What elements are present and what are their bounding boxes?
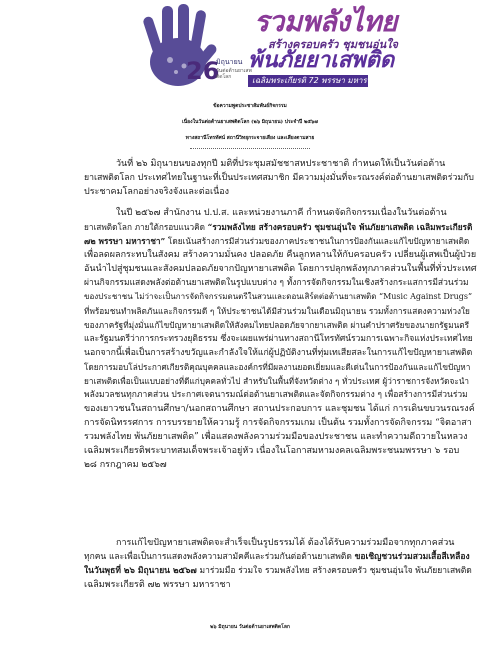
document-title: ข้อความพูดประชาสัมพันธ์กิจกรรม bbox=[213, 103, 287, 109]
paragraph-line: วันที่ ๒๖ มิถุนายนของทุกปี มติที่ประชุมสมัชชาสหประชาชาติ กำหนดให้เป็นวันต่อต้าน bbox=[116, 159, 446, 169]
badge-day: มิถุนายน bbox=[216, 58, 243, 66]
document-channels: ทางสถานีโทรทัศน์ สถานีวิทยุกระจายเสียง และเสียงตามสาย bbox=[185, 135, 315, 141]
paragraph-line: ที่พร้อมชนทำพลิตภันและกิจกรรมดี ๆ ให้ประชาชนได้มีส่วนร่วมในเดือนมิถุนายน รวมทั้งการแสดงความห่วงใย bbox=[84, 306, 470, 316]
banner-title: รวมพลังไทย bbox=[254, 5, 397, 38]
paragraph-line bbox=[84, 565, 472, 577]
paragraph-line: ของประชาชน ไม่ว่าจะเป็นการจัดกิจกรรมดนตรีในสวนและดอนเสิร์ตต่อต้านยาเสพติด “Music Against Drugs” bbox=[84, 292, 473, 301]
paragraph-line: ของเยาวชนในสถานศึกษา/นอกสถานศึกษา สถานประกอบการ และชุมชน ได้แก่ การเดินขบวนรณรงค์ bbox=[84, 404, 475, 414]
closing-line: ๒๖ มิถุนายน วันต่อต้านยาเสพติดโลก bbox=[210, 624, 290, 630]
text-span: ทุกคน และเพื่อเป็นการแสดงพลังความสามัคคีและร่วมกันต่อต้านยาเสพติด bbox=[84, 552, 355, 562]
paragraph-line: อันนำไปสู่ชุมชนและสังคมปลอดภัยจากปัญหายาเสพติด โดยการปลุกพลังทุกภาคส่วนในพื้นที่ทั่วประเทศ bbox=[84, 264, 477, 274]
banner-title-secondary: พ้นภัยยาเสพติด bbox=[248, 48, 395, 73]
paragraph-line: ยาเสพติดเพื่อเป็นแบบอย่างที่ดีแก่บุคคลทั่วไป สำหรับในพื้นที่จังหวัดต่าง ๆ ทั่วประเทศ ผู้ว่าราชการจังหวัดจะนำ bbox=[84, 376, 470, 386]
paragraph-line: ยาเสพติดโลก ประเทศไทยในฐานะที่เป็นประเทศสมาชิก มีความมุ่งมั่นที่จะรณรงค์ต่อต้านยาเสพติดร่วมกับ bbox=[84, 173, 474, 183]
paragraph-line: การจัดนิทรรศการ การบรรยายให้ความรู้ การจัดกิจกรรมเกม เป็นต้น รวมทั้งการจัดกิจกรรม “จิตอาสา bbox=[84, 418, 472, 428]
paragraph-line: เฉลิมพระเกียรติ ๗๒ พรรษา มหาราชา bbox=[84, 580, 231, 590]
paragraph-line bbox=[84, 221, 472, 233]
paragraph-line: ประชาคมโลกอย่างจริงจังและต่อเนื่อง bbox=[84, 187, 230, 197]
badge-subtitle: วันต่อต้านยาเสพติดโลก bbox=[216, 68, 252, 80]
paragraph-line: เพื่อลดผลกระทบในสังคม สร้างความมั่นคง ปลอดภัย คืนลูกหลานให้กับครอบครัว เปลี่ยนผู้เสพเป็นผู้ป่วย bbox=[84, 250, 477, 260]
paragraph-line: การแก้ไขปัญหายาเสพติดจะสำเร็จเป็นรูปธรรมได้ ต้องได้รับความร่วมมือจากทุกภาคส่วน bbox=[116, 538, 455, 548]
badge-number: 26 bbox=[186, 57, 220, 85]
banner bbox=[0, 0, 500, 92]
paragraph-line: ของภาครัฐที่มุ่งมั่นแก้ไขปัญหายาเสพติดให้สังคมไทยปลอดภัยจากยาเสพติด ผ่านคำปราศรัยของนายกรัฐมนตรี bbox=[84, 320, 470, 330]
paragraph-line: ในปี ๒๕๖๗ สำนักงาน ป.ป.ส. และหน่วยงานภาคี กำหนดจัดกิจกรรมเนื่องในวันต่อต้าน bbox=[116, 208, 447, 218]
theme-text: “รวมพลังไทย สร้างครอบครัว ชุมชนอุ่นใจ พ้นภัยยาเสพติด เฉลิมพระเกียรติ bbox=[207, 222, 473, 232]
paragraph-line: รวมพลังไทย พ้นภัยยาเสพติด” เพื่อแสดงพลังความร่วมมือของประชาชน และทำความดีถวายในหลวง bbox=[84, 432, 468, 442]
text-span: ยาเสพติดโลก ภายใต้กรอบแนวคิด bbox=[84, 222, 208, 232]
paragraph-line: พลังมวลชนทุกภาคส่วน ประกาศเจตนารมณ์ต่อต้านยาเสพติดและจัดกิจกรรมต่าง ๆ เพื่อสร้างการมีส่วนร่วม bbox=[84, 390, 468, 400]
paragraph-line: เฉลิมพระเกียรติพระบาทสมเด็จพระเจ้าอยู่หัว เนื่องในโอกาสมหามงคลเฉลิมพระชนมพรรษา ๖ รอบ bbox=[84, 446, 460, 456]
paragraph-line: นอกจากนี้เพื่อเป็นการสร้างขวัญและกำลังใจให้แก่ผู้ปฏิบัติงานที่ทุ่มเทเสียสละในการแก้ไขปัญหายาเสพติด bbox=[84, 348, 473, 358]
theme-text: ๗๒ พรรษา มหาราชา” bbox=[84, 236, 166, 246]
paragraph-line: ๒๘ กรกฎาคม ๒๕๖๗ bbox=[84, 460, 167, 470]
event-date: ในวันพุธที่ ๒๖ มิถุนายน ๒๕๖๗ bbox=[84, 566, 197, 576]
divider bbox=[190, 148, 310, 149]
banner-subtitle: สร้างครอบครัว ชุมชนอุ่นใจ bbox=[268, 38, 398, 51]
document-subtitle: เนื่องในวันต่อต้านยาเสพติดโลก (๒๖ มิถุนายน) ประจำปี ๒๕๖๗ bbox=[182, 119, 318, 125]
paragraph-line: และรัฐมนตรีว่าการกระทรวงยุติธรรม ซึ่งจะเผยแพร่ผ่านทางสถานีโทรทัศน์รวมการเฉพาะกิจแห่งประเทศไทย bbox=[84, 334, 473, 344]
paragraph-line: ผ่านกิจกรรมแสดงพลังต่อต้านยาเสพติดในรูปแบบต่าง ๆ ทั้งการจัดกิจกรรมในเชิงสร้างกระแสการมีส่วนร่วม bbox=[84, 278, 469, 288]
invitation-text: ขอเชิญชวนร่วมสวมเสื้อสีเหลือง bbox=[354, 552, 470, 562]
text-span: มาร่วมมือ ร่วมใจ รวมพลังไทย สร้างครอบครัว ชุมชนอุ่นใจ พ้นภัยยาเสพติด bbox=[196, 566, 472, 576]
paragraph-line bbox=[84, 551, 470, 563]
paragraph-line bbox=[84, 235, 469, 247]
paragraph-line: โดยการมอบโล่ประกาศเกียรติคุณบุคคลและองค์กรที่มีผลงานยอดเยี่ยมและดีเด่นในการป้องกันและแก้ไขปัญหา bbox=[84, 362, 471, 372]
text-span: โดยเน้นสร้างการมีส่วนร่วมของภาคประชาชนในการป้องกันและแก้ไขปัญหายาเสพติด bbox=[165, 236, 470, 246]
date-badge bbox=[186, 56, 252, 88]
banner-caption: เฉลิมพระเกียรติ 72 พรรษา มหาราชา bbox=[252, 76, 382, 85]
